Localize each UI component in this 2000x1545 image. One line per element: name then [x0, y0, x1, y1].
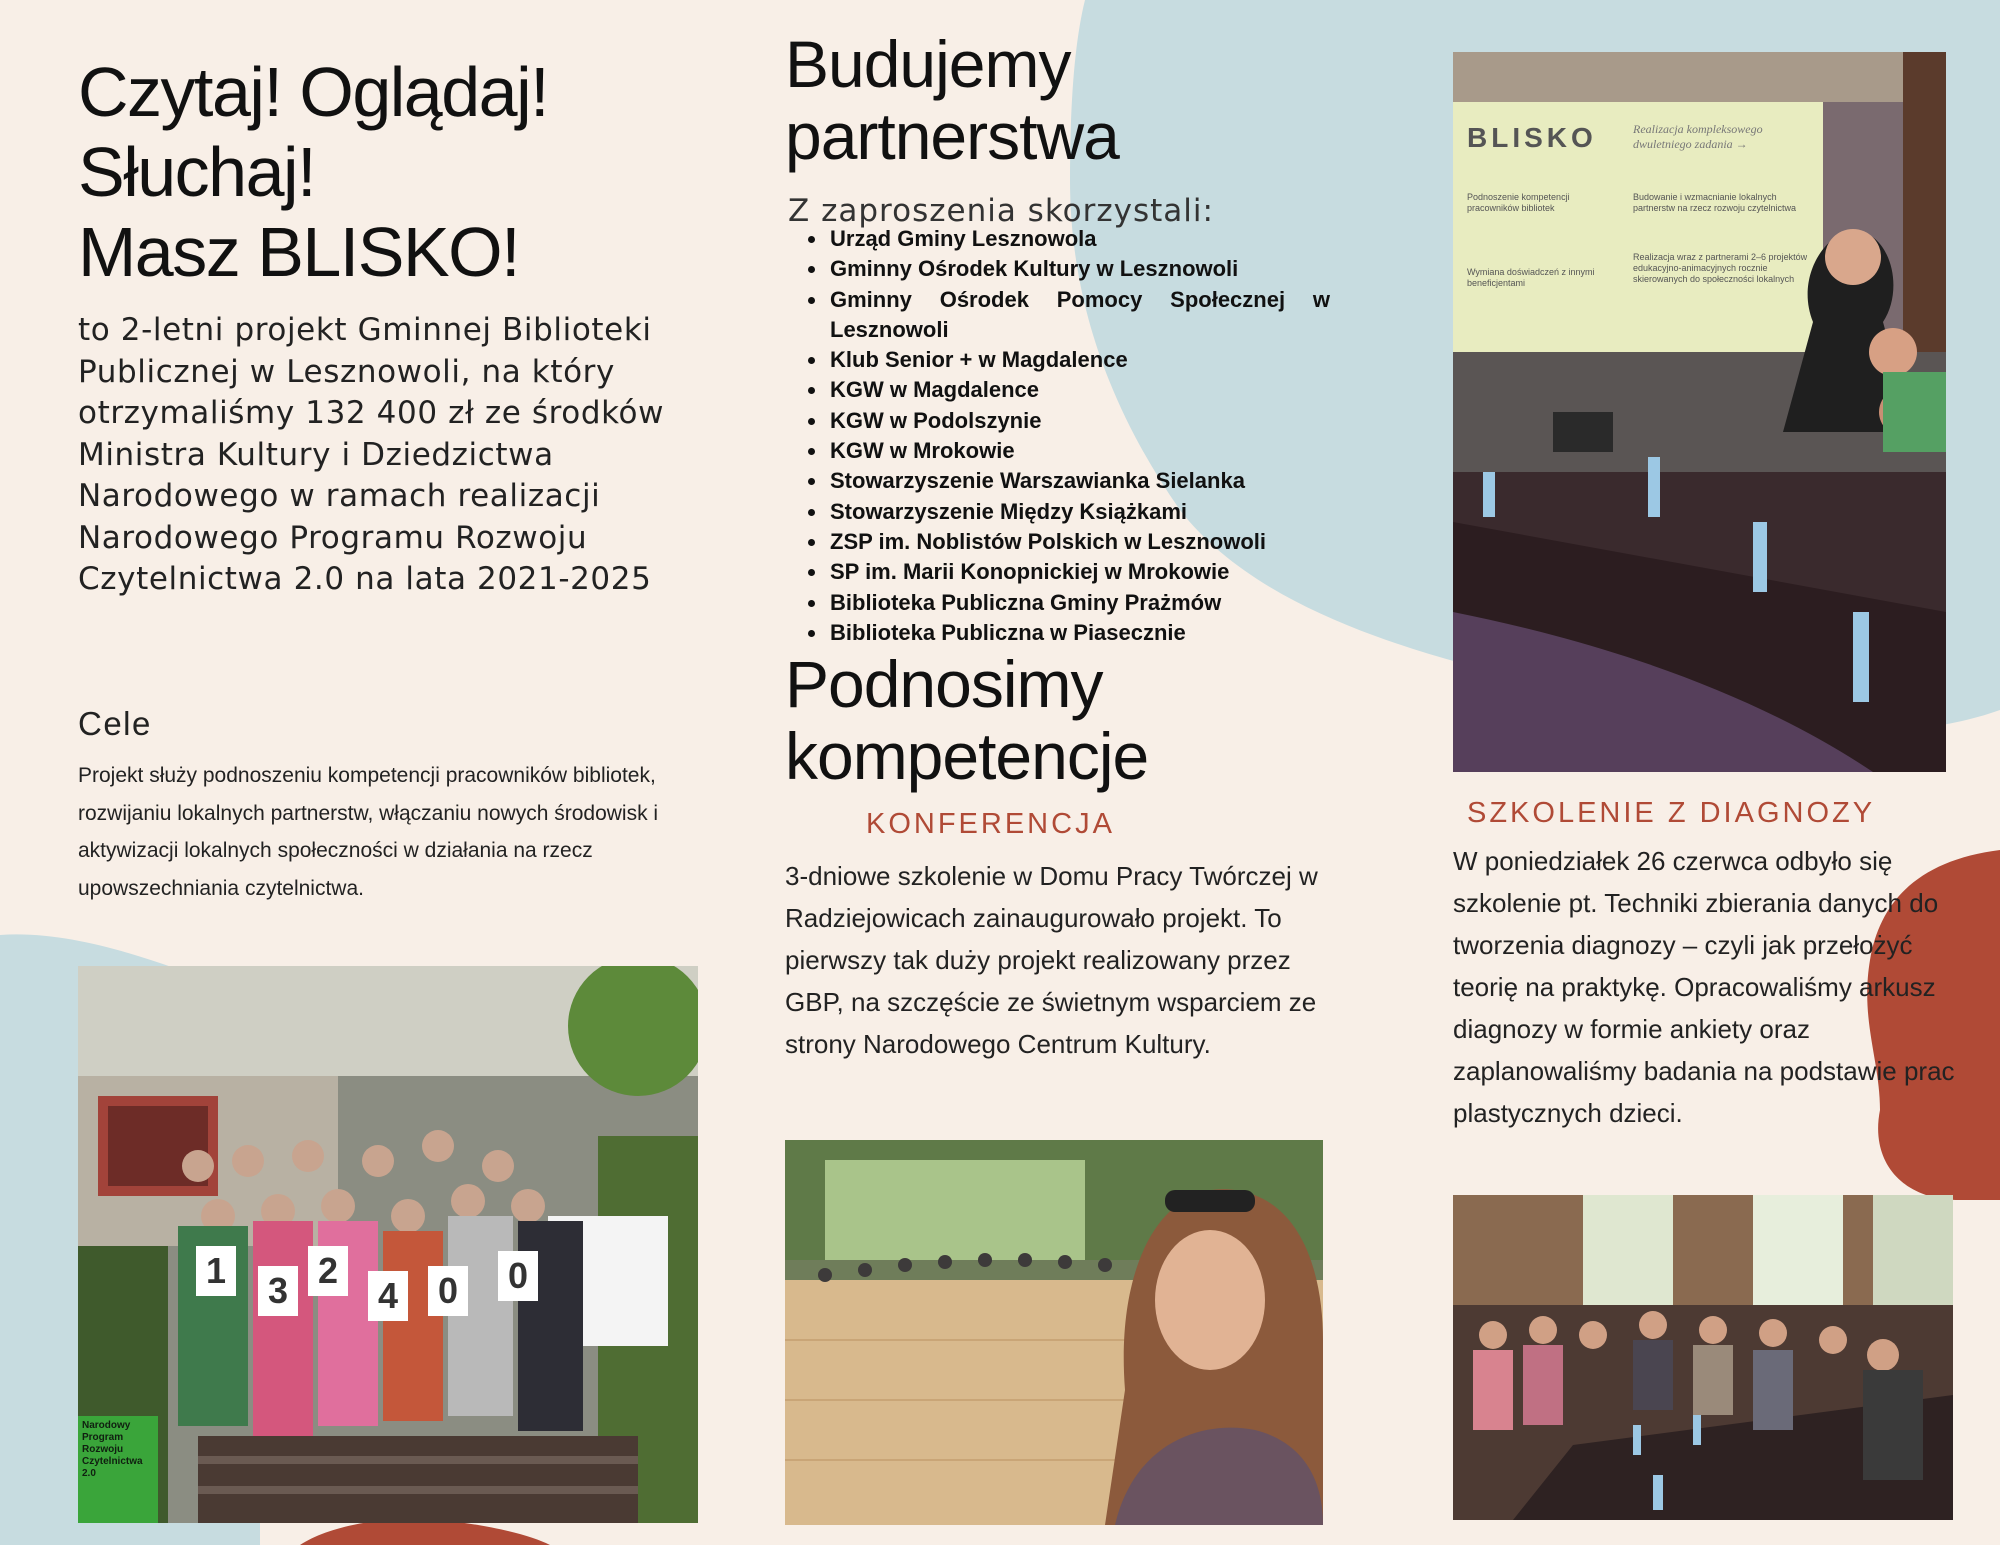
skills-title-line: Podnosimy	[785, 647, 1103, 721]
slide-cell: Wymiana doświadczeń z innymi beneficjentami	[1467, 267, 1595, 288]
slide-cell: Realizacja wraz z partnerami 2–6 projektów edukacyjno-animacyjnych rocznie skierowanych do społeczności lokalnych	[1633, 252, 1808, 284]
number-sign: 1	[196, 1246, 236, 1296]
list-item: • Stowarzyszenie Warszawianka Sielanka	[828, 466, 1388, 496]
list-item: • ZSP im. Noblistów Polskich w Lesznowoli	[828, 527, 1388, 557]
number-sign: 2	[308, 1246, 348, 1296]
main-title	[78, 52, 718, 292]
training-photo-illustration	[1453, 1195, 1953, 1520]
conference-photo-illustration	[785, 1140, 1323, 1525]
main-title-line: Masz BLISKO!	[78, 213, 520, 291]
list-item: • KGW w Mrokowie	[828, 436, 1388, 466]
presentation-photo-illustration	[1453, 52, 1946, 772]
list-item: • Urząd Gminy Lesznowola	[828, 224, 1388, 254]
list-item: • Gminny Ośrodek Kultury w Lesznowoli	[828, 254, 1388, 284]
slide-logo: BLISKO	[1467, 122, 1597, 153]
conference-photo	[785, 1140, 1323, 1525]
list-item: • SP im. Marii Konopnickiej w Mrokowie	[828, 557, 1388, 587]
list-item: • KGW w Magdalence	[828, 375, 1388, 405]
main-title-line: Czytaj! Oglądaj!	[78, 53, 549, 131]
skills-title	[785, 648, 1148, 792]
conference-label: KONFERENCJA	[866, 808, 1115, 840]
number-sign: 4	[368, 1271, 408, 1321]
main-title-line: Słuchaj!	[78, 133, 316, 211]
slide-cell: Podnoszenie kompetencji pracowników bibliotek	[1467, 192, 1570, 213]
list-item: • Klub Senior + w Magdalence	[828, 345, 1388, 375]
partnerships-title-line: Budujemy	[785, 27, 1071, 101]
project-intro: to 2-letni projekt Gminnej Biblioteki Publicznej w Lesznowoli, na który otrzymaliśmy 132 400 zł ze środków Ministra Kultury i Dziedzictwa Narodowego w ramach realizacji Narodowego Programu Rozwoju Czytelnictwa 2.0 na lata 2021-2025	[78, 312, 665, 597]
slide-cell: Budowanie i wzmacnianie lokalnych partnerstw na rzecz rozwoju czytelnictwa	[1633, 192, 1797, 213]
number-sign: 0	[498, 1251, 538, 1301]
slide-caption: Realizacja kompleksowego dwuletniego zadania →	[1633, 122, 1763, 151]
number-sign: 0	[428, 1266, 468, 1316]
conference-text: 3-dniowe szkolenie w Domu Pracy Twórczej w Radziejowicach zainaugurowało projekt. To pierwszy tak duży projekt realizowany przez GBP, na szczęście ze świetnym wsparciem ze strony Narodowego Centrum Kultury.	[785, 861, 1318, 1059]
partnerships-title-line: partnerstwa	[785, 99, 1119, 173]
skills-title-line: kompetencje	[785, 719, 1149, 793]
group-photo	[78, 966, 698, 1523]
nprc-badge: Narodowy Program Rozwoju Czytelnictwa 2.0	[82, 1420, 143, 1479]
goals-text: Projekt służy podnoszeniu kompetencji pracowników bibliotek, rozwijaniu lokalnych partnerstw, włączaniu nowych środowisk i aktywizacji lokalnych społeczności w działania na rzecz upowszechniania czytelnictwa.	[78, 764, 659, 900]
partners-list	[780, 224, 1388, 648]
list-item: • Biblioteka Publiczna w Piasecznie	[828, 618, 1388, 648]
list-item: • Gminny Ośrodek Pomocy Społecznej w Lesznowoli	[828, 285, 1330, 346]
presentation-photo	[1453, 52, 1946, 772]
training-photo	[1453, 1195, 1953, 1520]
group-photo-illustration	[78, 966, 698, 1523]
goals-heading: Cele	[78, 705, 152, 742]
diagnosis-label: SZKOLENIE Z DIAGNOZY	[1467, 797, 1876, 829]
list-item: • KGW w Podolszynie	[828, 406, 1388, 436]
list-item: • Biblioteka Publiczna Gminy Prażmów	[828, 588, 1388, 618]
partnerships-title	[785, 28, 1119, 172]
list-item: • Stowarzyszenie Między Książkami	[828, 497, 1388, 527]
invite-text: Z zaproszenia skorzystali:	[788, 193, 1214, 229]
diagnosis-text: W poniedziałek 26 czerwca odbyło się szkolenie pt. Techniki zbierania danych do tworzenia diagnozy – czyli jak przełożyć teorię na praktykę. Opracowaliśmy arkusz diagnozy w formie ankiety oraz zaplanowaliśmy badania na podstawie prac plastycznych dzieci.	[1453, 846, 1955, 1128]
number-sign: 3	[258, 1266, 298, 1316]
